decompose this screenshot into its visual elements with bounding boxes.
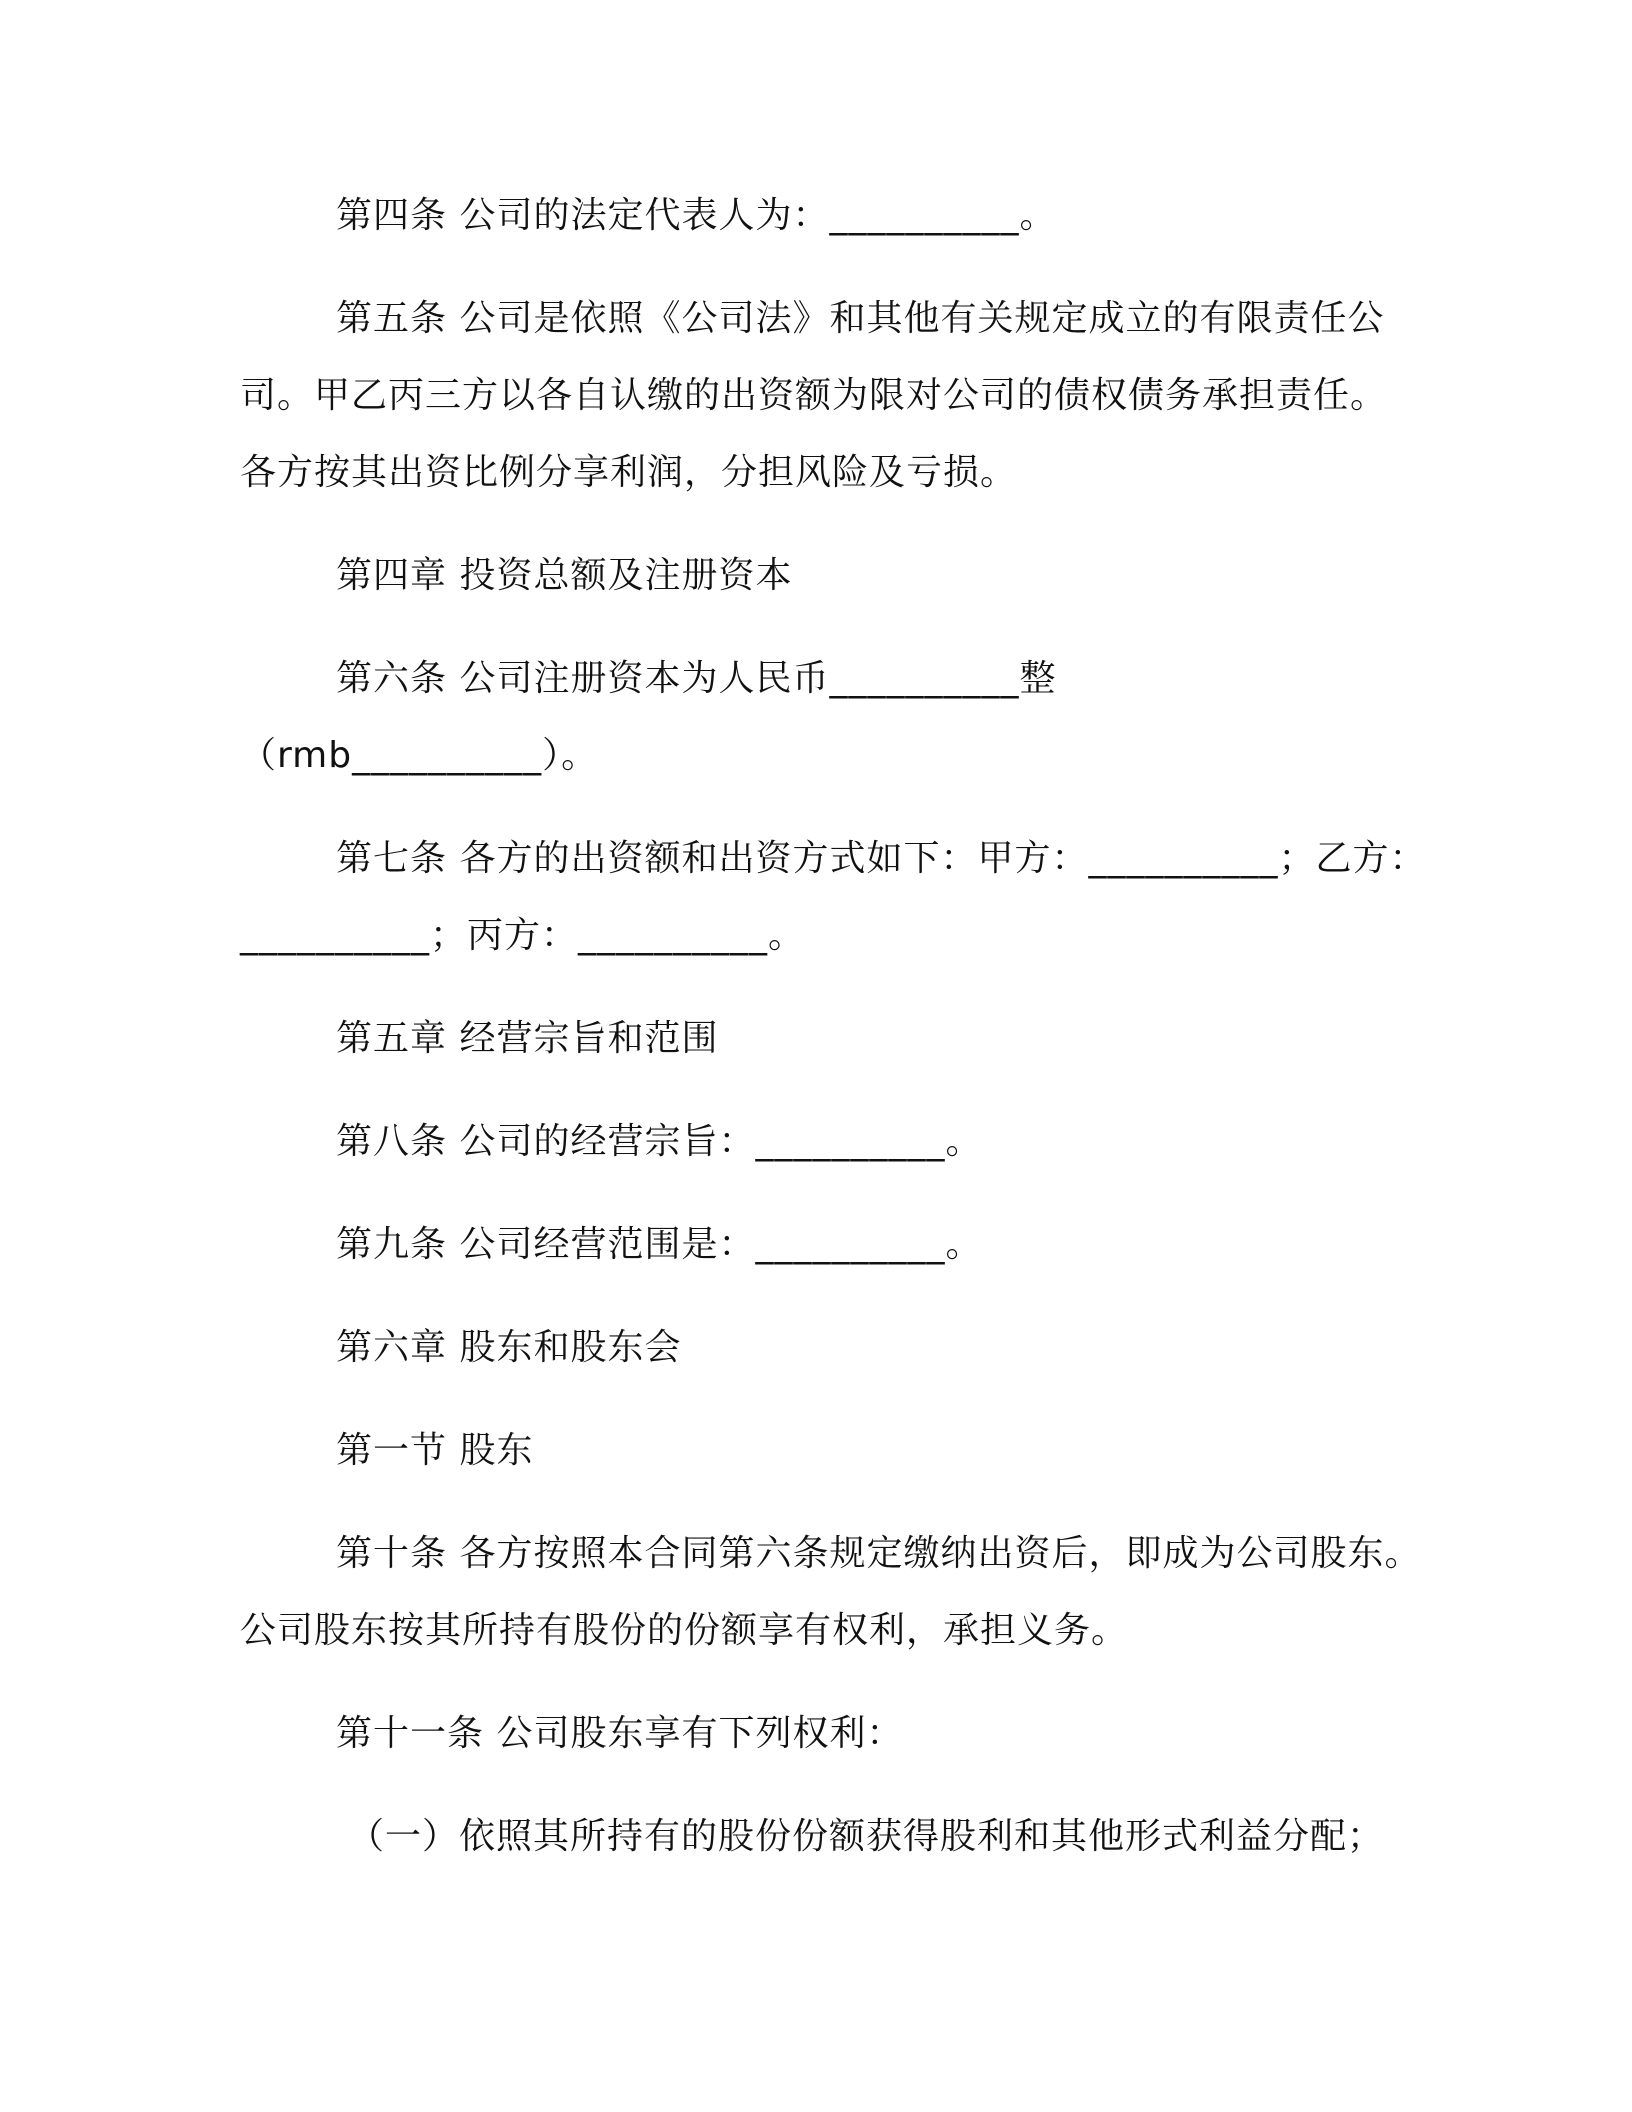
article-9: 第九条 公司经营范围是：__________。	[336, 1224, 983, 1265]
article-7-line-2: __________；丙方：__________。	[240, 915, 806, 956]
article-7-line-1: 第七条 各方的出资额和出资方式如下：甲方：__________；乙方：	[336, 838, 1427, 879]
article-6-line-1: 第六条 公司注册资本为人民币__________整	[336, 658, 1057, 699]
article-4: 第四条 公司的法定代表人为：__________。	[336, 195, 1057, 236]
article-5-line-2: 司。甲乙丙三方以各自认缴的出资额为限对公司的债权债务承担责任。	[240, 375, 1388, 416]
chapter-5-heading: 第五章 经营宗旨和范围	[336, 1018, 719, 1059]
article-10-line-2: 公司股东按其所持有股份的份额享有权利，承担义务。	[240, 1610, 1129, 1651]
chapter-4-heading: 第四章 投资总额及注册资本	[336, 555, 793, 596]
chapter-6-heading: 第六章 股东和股东会	[336, 1327, 682, 1368]
article-10-line-1: 第十条 各方按照本合同第六条规定缴纳出资后，即成为公司股东。	[336, 1533, 1422, 1574]
section-1-heading: 第一节 股东	[336, 1430, 534, 1471]
article-6-line-2: （rmb__________）。	[240, 735, 599, 776]
article-8: 第八条 公司的经营宗旨：__________。	[336, 1121, 983, 1162]
article-5-line-3: 各方按其出资比例分享利润，分担风险及亏损。	[240, 452, 1018, 493]
article-5-line-1: 第五条 公司是依照《公司法》和其他有关规定成立的有限责任公	[336, 298, 1385, 339]
article-11: 第十一条 公司股东享有下列权利：	[336, 1713, 904, 1754]
right-item-1: （一）依照其所持有的股份份额获得股利和其他形式利益分配；	[348, 1816, 1385, 1857]
